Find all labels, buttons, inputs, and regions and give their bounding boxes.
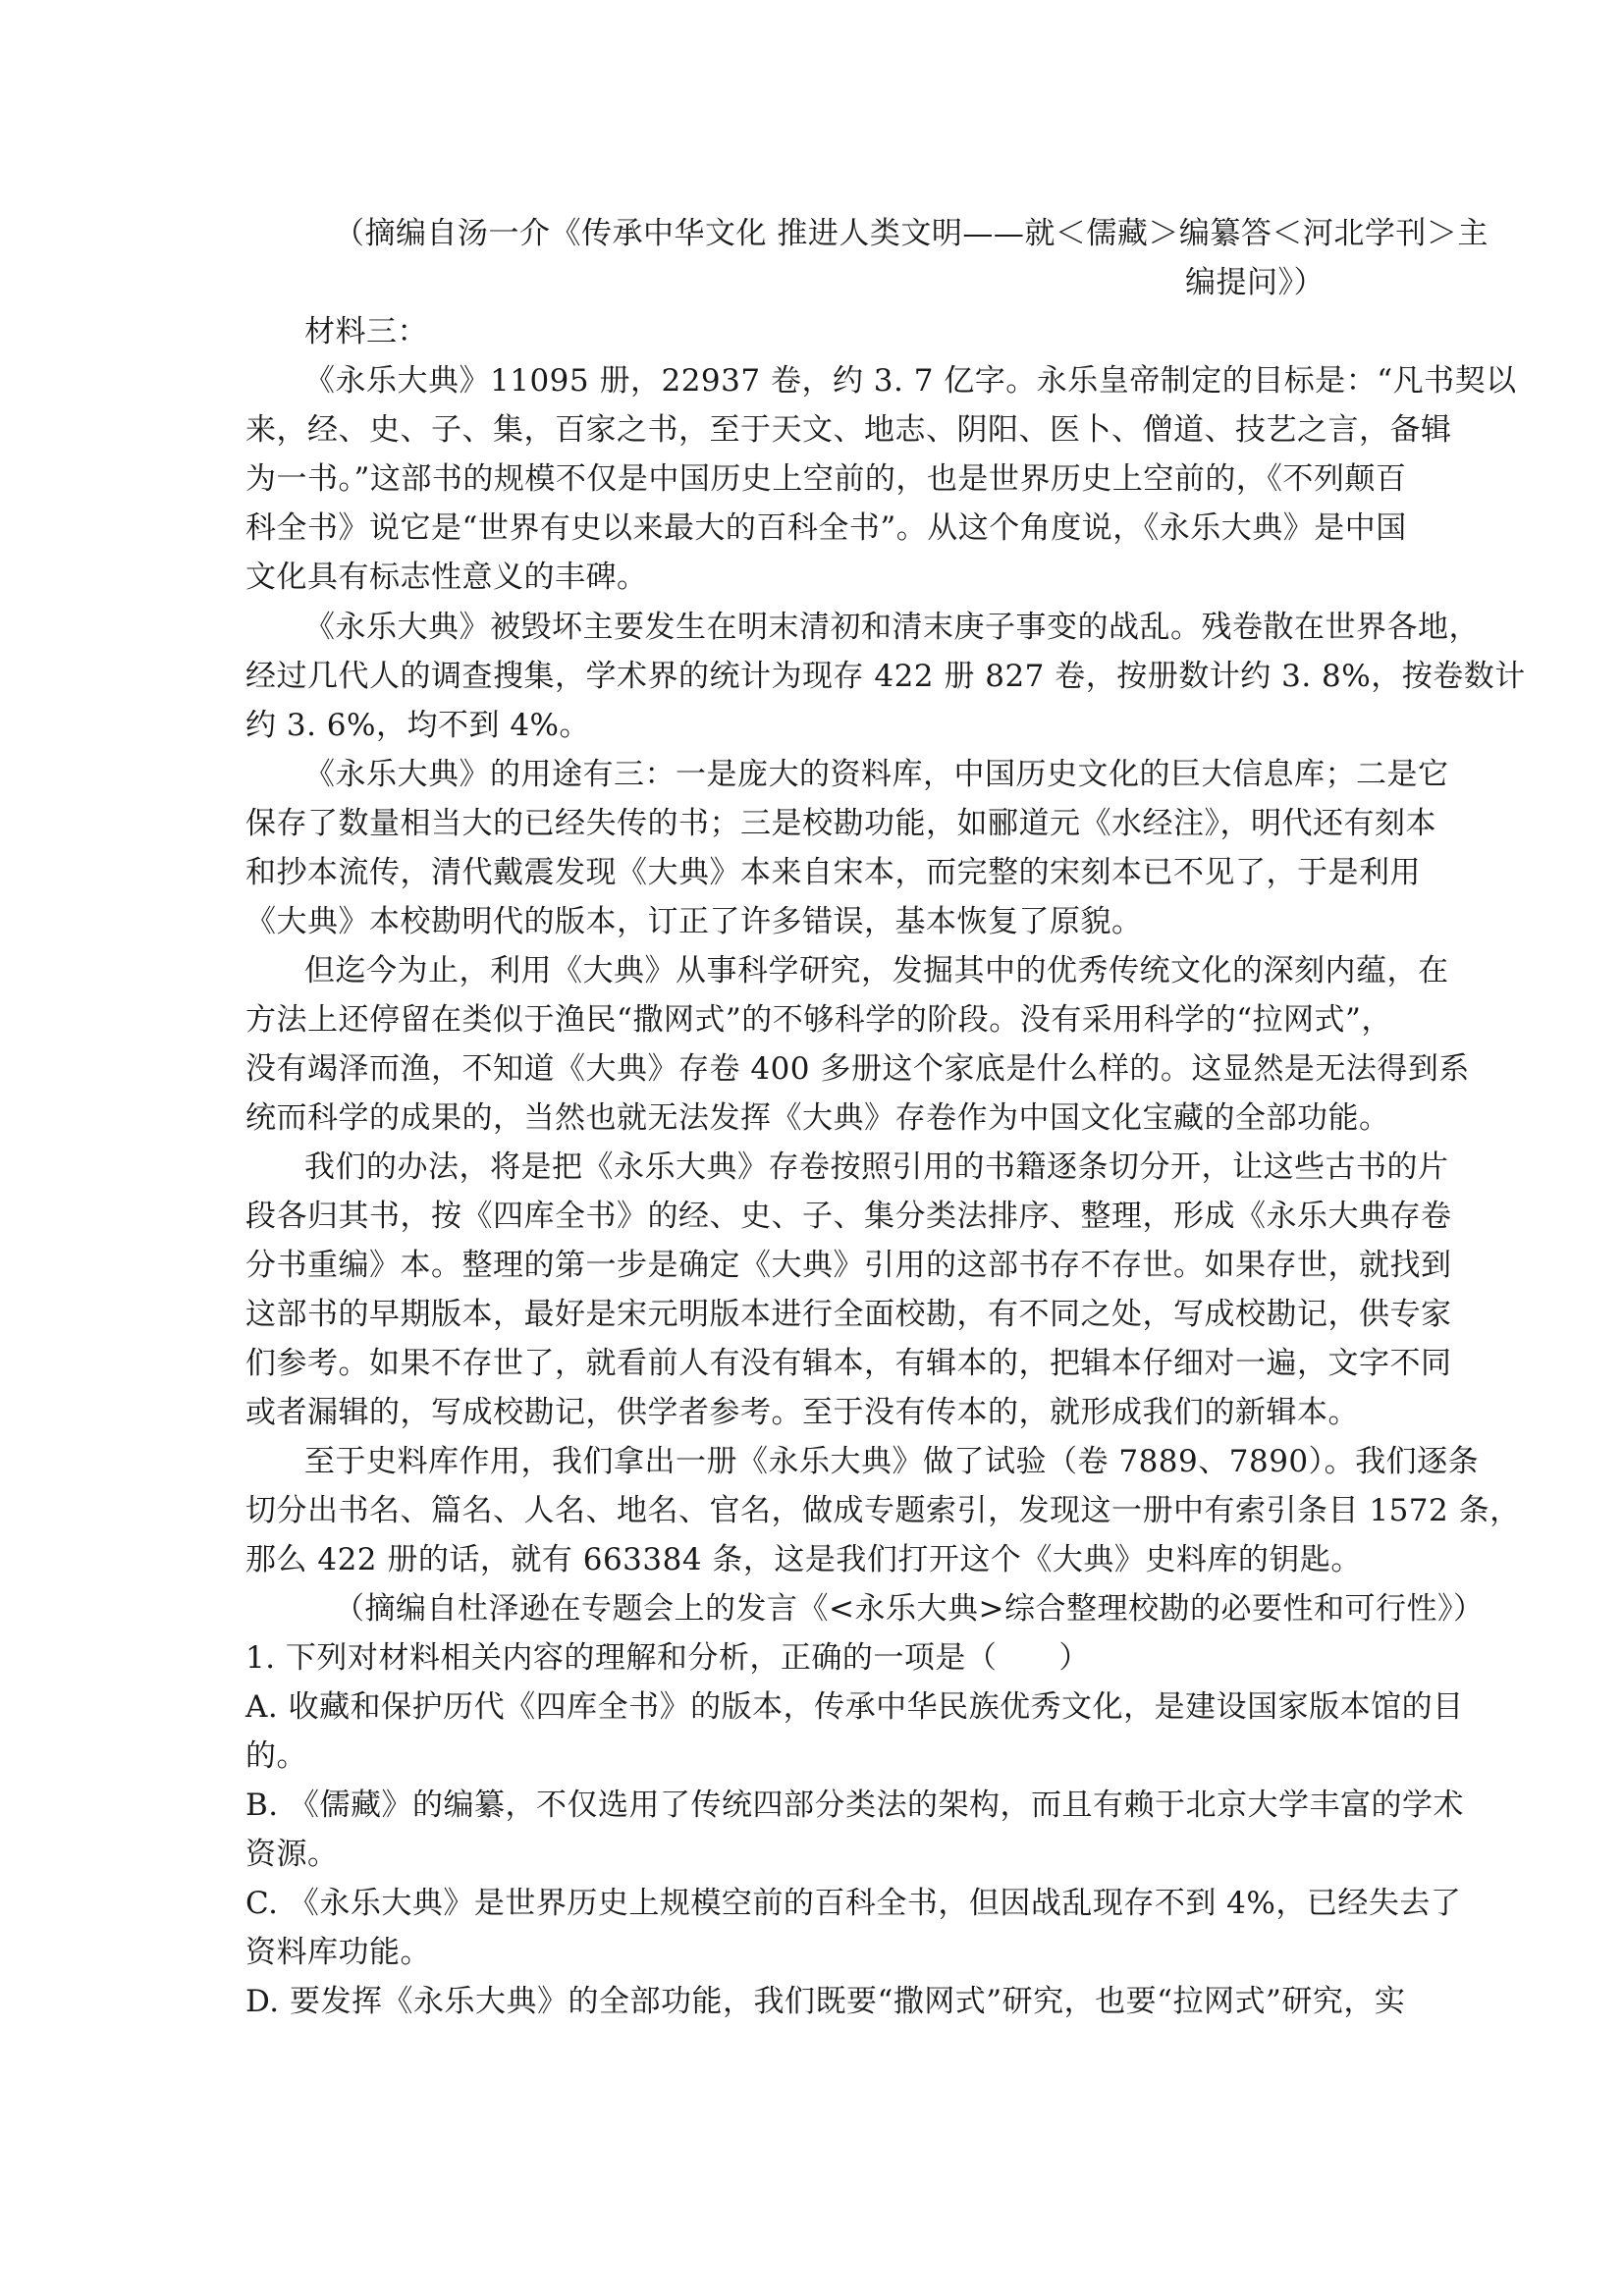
paragraph-3-line-4: 《大典》本校勘明代的版本，订正了许多错误，基本恢复了原貌。: [245, 904, 1143, 939]
option-a-line-2: 的。: [245, 1738, 307, 1774]
source-citation-1-line-1: （摘编自汤一介《传承中华文化 推进人类文明——就＜儒藏＞编纂答＜河北学刊＞主: [334, 216, 1489, 251]
option-d-line-1: D. 要发挥《永乐大典》的全部功能，我们既要“撒网式”研究，也要“拉网式”研究，实: [245, 1984, 1406, 2019]
option-b-line-2: 资源。: [245, 1837, 339, 1872]
paragraph-5-line-3: 分书重编》本。整理的第一步是确定《大典》引用的这部书存不存世。如果存世，就找到: [245, 1248, 1452, 1283]
paragraph-1-line-2: 来，经、史、子、集，百家之书，至于天文、地志、阴阳、医卜、僧道、技艺之言，备辑: [245, 412, 1452, 448]
paragraph-3-line-2: 保存了数量相当大的已经失传的书；三是校勘功能，如郦道元《水经注》，明代还有刻本: [245, 806, 1436, 841]
paragraph-1-line-4: 科全书》说它是“世界有史以来最大的百科全书”。从这个角度说，《永乐大典》是中国: [245, 510, 1407, 546]
paragraph-3-line-3: 和抄本流传，清代戴震发现《大典》本来自宋本，而完整的宋刻本已不见了，于是利用: [245, 855, 1421, 890]
paragraph-4-line-1: 但迄今为止，利用《大典》从事科学研究，发掘其中的优秀传统文化的深刻内蕴，在: [304, 953, 1449, 988]
paragraph-5-line-5: 们参考。如果不存世了，就看前人有没有辑本，有辑本的，把辑本仔细对一遍，文字不同: [245, 1346, 1452, 1381]
paragraph-6-line-2: 切分出书名、篇名、人名、地名、官名，做成专题索引，发现这一册中有索引条目 1572 条，: [245, 1493, 1521, 1528]
source-citation-1-line-2: 编提问》）: [1185, 265, 1325, 300]
paragraph-4-line-2: 方法上还停留在类似于渔民“撒网式”的不够科学的阶段。没有采用科学的“拉网式”，: [245, 1002, 1392, 1038]
paragraph-1-line-5: 文化具有标志性意义的丰碑。: [245, 560, 648, 595]
paragraph-2-line-1: 《永乐大典》被毁坏主要发生在明末清初和清末庚子事变的战乱。残卷散在世界各地，: [304, 610, 1480, 645]
paragraph-6-line-1: 至于史料库作用，我们拿出一册《永乐大典》做了试验（卷 7889、7890）。我们逐条: [304, 1444, 1480, 1479]
paragraph-4-line-4: 统而科学的成果的，当然也就无法发挥《大典》存卷作为中国文化宝藏的全部功能。: [245, 1100, 1390, 1136]
option-b-line-1: B. 《儒藏》的编纂，不仅选用了传统四部分类法的架构，而且有赖于北京大学丰富的学术: [245, 1788, 1464, 1823]
option-a-line-1: A. 收藏和保护历代《四库全书》的版本，传承中华民族优秀文化，是建设国家版本馆的目: [245, 1689, 1464, 1725]
paragraph-4-line-3: 没有竭泽而渔，不知道《大典》存卷 400 多册这个家底是什么样的。这显然是无法得到系: [245, 1051, 1470, 1087]
paragraph-2-line-3: 约 3. 6%，均不到 4%。: [245, 708, 590, 743]
paragraph-1-line-3: 为一书。”这部书的规模不仅是中国历史上空前的，也是世界历史上空前的，《不列颠百: [245, 461, 1407, 497]
paragraph-5-line-1: 我们的办法，将是把《永乐大典》存卷按照引用的书籍逐条切分开，让这些古书的片: [304, 1149, 1449, 1185]
material-three-heading: 材料三：: [304, 314, 428, 349]
paragraph-6-line-3: 那么 422 册的话，就有 663384 条，这是我们打开这个《大典》史料库的钥匙。: [245, 1542, 1362, 1577]
paragraph-3-line-1: 《永乐大典》的用途有三：一是庞大的资料库，中国历史文化的巨大信息库；二是它: [304, 757, 1449, 792]
question-1-stem: 1. 下列对材料相关内容的理解和分析，正确的一项是（ ）: [245, 1640, 1090, 1676]
paragraph-2-line-2: 经过几代人的调查搜集，学术界的统计为现存 422 册 827 卷，按册数计约 3. 8%，按卷数计: [245, 659, 1526, 694]
paragraph-5-line-4: 这部书的早期版本，最好是宋元明版本进行全面校勘，有不同之处，写成校勘记，供专家: [245, 1297, 1452, 1332]
option-c-line-2: 资料库功能。: [245, 1935, 431, 1970]
option-c-line-1: C. 《永乐大典》是世界历史上规模空前的百科全书，但因战乱现存不到 4%，已经失去了: [245, 1886, 1462, 1921]
paragraph-5-line-2: 段各归其书，按《四库全书》的经、史、子、集分类法排序、整理，形成《永乐大典存卷: [245, 1199, 1452, 1234]
paragraph-5-line-6: 或者漏辑的，写成校勘记，供学者参考。至于没有传本的，就形成我们的新辑本。: [245, 1395, 1359, 1430]
source-citation-2: （摘编自杜泽逊在专题会上的发言《<永乐大典>综合整理校勘的必要性和可行性》）: [334, 1591, 1485, 1627]
paragraph-1-line-1: 《永乐大典》11095 册，22937 卷，约 3. 7 亿字。永乐皇帝制定的目标是：“凡书契以: [304, 363, 1517, 399]
